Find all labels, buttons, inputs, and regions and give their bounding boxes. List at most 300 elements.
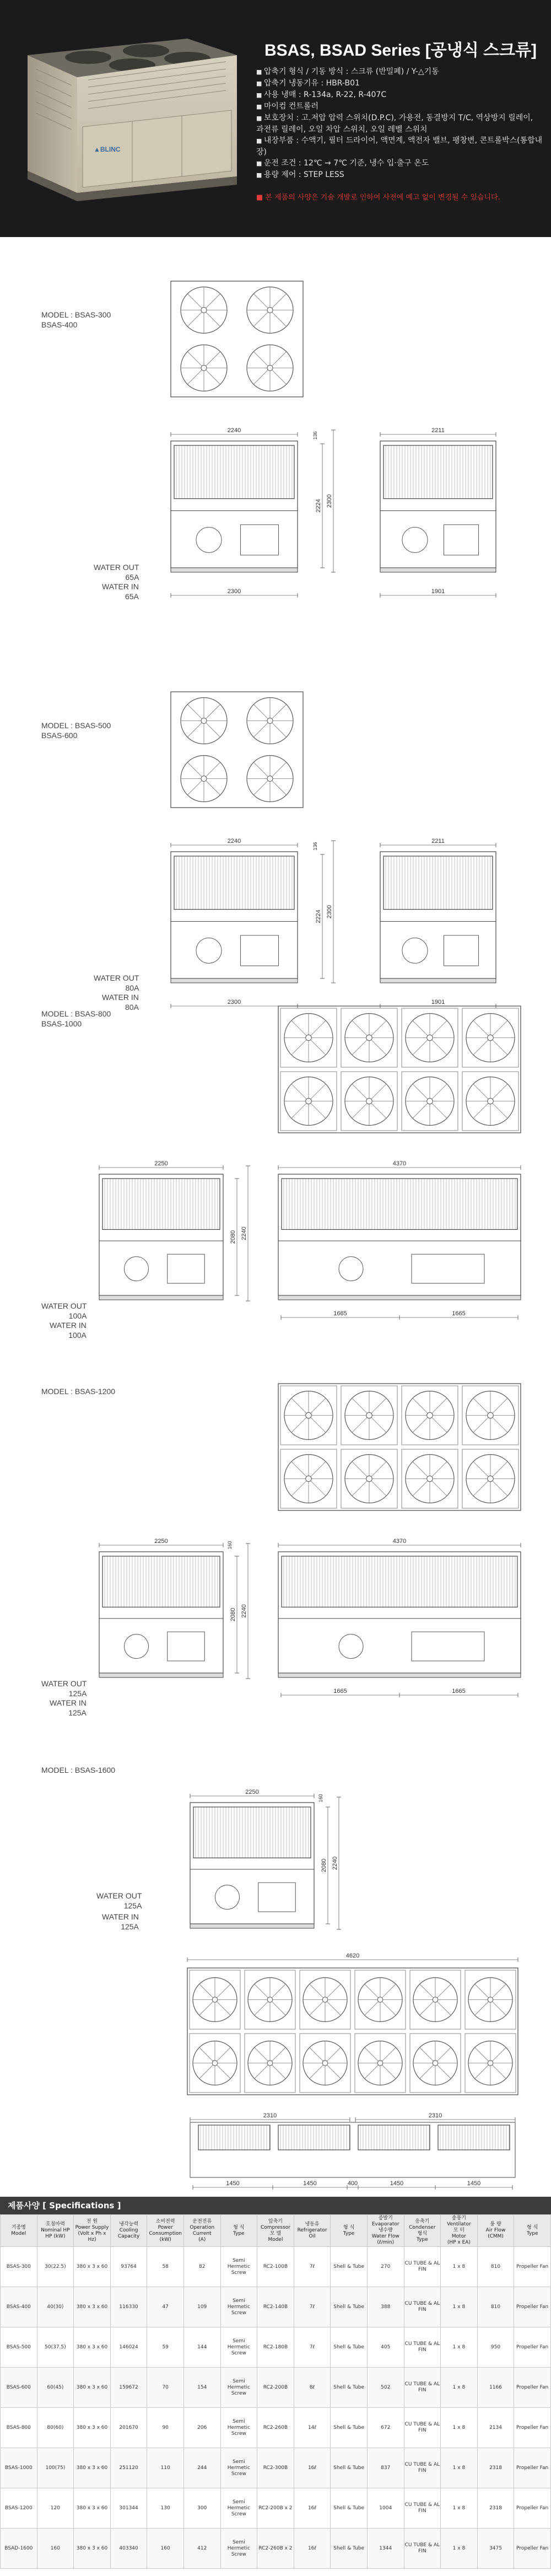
fan-blade	[270, 762, 287, 779]
fan-blade	[215, 2047, 230, 2063]
notice-text: ■ 본 제품의 사양은 기술 개발로 인하여 사전에 예고 없이 변경될 수 있습니다.	[256, 193, 532, 203]
condenser-coil	[358, 2125, 430, 2150]
water-out-label-line: WATER OUT	[96, 1891, 142, 1900]
fan-blade	[310, 2000, 325, 2015]
fan-blade	[309, 1479, 326, 1496]
spec-cell: 1 x 8	[441, 2287, 478, 2327]
fan-blade	[380, 1984, 396, 1999]
water-out-label	[41, 1301, 87, 1321]
fan-blade	[204, 368, 220, 385]
spec-cell: 380 x 3 x 60	[74, 2327, 111, 2368]
spec-item: ■ 용량 제어 : STEP LESS	[256, 169, 543, 181]
product-header	[0, 0, 551, 237]
spec-cell: CU TUBE & AL FIN	[404, 2529, 441, 2569]
fan-hub	[366, 1035, 372, 1041]
spec-cell: 1 x 8	[441, 2327, 478, 2368]
svg-text:▲BLINC: ▲BLINC	[94, 146, 121, 153]
fan-blade	[473, 1398, 490, 1415]
evaporator-icon	[444, 525, 479, 555]
spec-cell: CU TUBE & AL FIN	[404, 2488, 441, 2529]
fan-blade	[352, 1479, 369, 1496]
spec-cell: Propeller Fan	[514, 2529, 551, 2569]
dimension-label: 2240	[227, 427, 241, 434]
fan-blade	[352, 1101, 369, 1118]
spec-cell: BSAS-1000	[1, 2448, 37, 2488]
fan-blade	[413, 1416, 430, 1433]
compressor-icon	[402, 527, 428, 552]
spec-cell: RC2-260B	[257, 2408, 294, 2448]
spec-cell: 672	[367, 2408, 404, 2448]
spec-cell: RC2-100B	[257, 2247, 294, 2287]
spec-cell: 90	[147, 2408, 184, 2448]
fan-blade	[187, 294, 204, 310]
dimension-label: 1665	[452, 1310, 466, 1317]
spec-column-header: 풍 량 Air Flow (CMM)	[477, 2215, 514, 2247]
water-in-label-line: 65A	[125, 592, 139, 601]
evaporator-icon	[241, 525, 279, 555]
fan-blade	[291, 1038, 309, 1055]
spec-cell: 40(30)	[37, 2287, 74, 2327]
fan-blade	[413, 1020, 430, 1037]
top-view-outline	[278, 1384, 521, 1510]
spec-cell: 60(45)	[37, 2368, 74, 2408]
spec-cell: 201670	[110, 2408, 147, 2448]
spec-cell: 1 x 8	[441, 2529, 478, 2569]
fan-hub	[306, 1098, 312, 1104]
water-in-label-line: WATER IN	[50, 1698, 87, 1707]
spec-cell: 120	[37, 2488, 74, 2529]
fan-blade	[413, 1038, 430, 1055]
fan-hub	[366, 1412, 372, 1418]
fan-blade	[352, 1038, 369, 1055]
fan-blade	[199, 2047, 215, 2063]
spec-item: ■ 압축기 냉동기유 : HBR-B01	[256, 78, 543, 89]
fan-hub	[267, 2061, 273, 2066]
fan-blade	[490, 2063, 506, 2079]
water-in-label-line: 125A	[68, 1708, 87, 1717]
fan-hub	[306, 1476, 312, 1482]
fan-blade	[187, 762, 204, 779]
fan-blade	[309, 1398, 326, 1415]
fan-blade	[435, 2000, 451, 2015]
spec-cell: RC2-200B x 2	[257, 2488, 294, 2529]
fan-blade	[490, 1984, 506, 1999]
compressor-icon	[196, 527, 222, 552]
fan-blade	[352, 1461, 369, 1478]
fan-blade	[369, 1461, 386, 1478]
spec-cell: 7ℓ	[294, 2287, 331, 2327]
fan-blade	[204, 779, 220, 795]
fan-blade	[380, 2000, 396, 2015]
page-title: BSAS, BSAD Series [공냉식 스크류]	[264, 41, 537, 60]
spec-item: ■ 내장부품 : 수액기, 필터 드라이어, 액면계, 액전자 밸브, 팽창변, 콘트롤박스(통합내장)	[256, 135, 543, 158]
fan-blade	[253, 310, 270, 327]
spec-column-header: 송풍기 Ventilator 모 터 Motor (HP x EA)	[441, 2215, 478, 2247]
fan-hub	[201, 718, 207, 723]
spec-column-header: 냉각능력 Cooling Capacity	[110, 2215, 147, 2247]
spec-cell: BSAS-300	[1, 2247, 37, 2287]
fan-blade	[473, 1084, 490, 1101]
spec-cell: 109	[183, 2287, 220, 2327]
spec-cell: Propeller Fan	[514, 2368, 551, 2408]
fan-hub	[366, 1476, 372, 1482]
model-label-line: MODEL : BSAS-500	[41, 721, 111, 730]
spec-cell: 1 x 8	[441, 2368, 478, 2408]
fan-blade	[369, 1416, 386, 1433]
condenser-coil	[102, 1556, 220, 1607]
fan-blade	[490, 1416, 507, 1433]
fan-blade	[309, 1038, 326, 1055]
fan-blade	[413, 1461, 430, 1478]
base-frame	[278, 1673, 521, 1677]
dimension-label: 160	[227, 1541, 233, 1550]
spec-cell: 1166	[477, 2368, 514, 2408]
dimension-label: 2250	[245, 1789, 259, 1795]
condenser-coil	[102, 1179, 220, 1229]
spec-item: ■ 압축기 형식 / 기동 방식 : 스크류 (반밀폐) / Y-△기동	[256, 66, 543, 78]
fan-blade	[253, 779, 270, 795]
spec-cell: CU TUBE & AL FIN	[404, 2368, 441, 2408]
spec-cell: Semi Hermetic Screw	[220, 2247, 257, 2287]
spec-row	[1, 2529, 551, 2569]
spec-cell: 380 x 3 x 60	[74, 2287, 111, 2327]
spec-cell: CU TUBE & AL FIN	[404, 2247, 441, 2287]
fan-blade	[435, 2063, 451, 2079]
top-view-outline	[187, 1968, 518, 2095]
top-view-outline	[171, 281, 303, 397]
dimension-label: 1450	[303, 2180, 317, 2187]
fan-blade	[325, 2000, 341, 2015]
base-frame	[190, 1924, 314, 1928]
spec-cell: CU TUBE & AL FIN	[404, 2327, 441, 2368]
fan-blade	[291, 1461, 309, 1478]
fan-blade	[430, 1416, 447, 1433]
condenser-coil	[198, 2125, 270, 2150]
dimension-label: 1901	[431, 999, 445, 1005]
dimension-label: 1450	[467, 2180, 481, 2187]
spec-cell: 14ℓ	[294, 2408, 331, 2448]
fan-blade	[490, 1084, 507, 1101]
spec-cell: 7ℓ	[294, 2327, 331, 2368]
fan-hub	[306, 1035, 312, 1041]
fan-hub	[267, 365, 273, 370]
water-in-label-line: WATER IN	[102, 582, 139, 591]
dimension-label: 160	[318, 1794, 323, 1803]
fan-hub	[488, 1412, 494, 1418]
fan-hub	[377, 1997, 383, 2003]
spec-cell: Shell & Tube	[331, 2448, 368, 2488]
top-view-outline	[171, 692, 303, 808]
spec-column-header: 형 식 Type	[514, 2215, 551, 2247]
spec-row	[1, 2327, 551, 2368]
water-in-label-line: 125A	[121, 1922, 139, 1931]
fan-blade	[413, 1398, 430, 1415]
fan-blade	[187, 368, 204, 385]
fan-blade	[270, 1984, 285, 1999]
water-in-label-line: WATER IN	[50, 1321, 87, 1330]
fan-blade	[475, 1984, 490, 1999]
fan-blade	[270, 779, 287, 795]
spec-cell: 110	[147, 2448, 184, 2488]
water-out-label-line: WATER OUT	[94, 974, 139, 982]
dimension-label: 1665	[333, 1688, 347, 1695]
fan-hub	[488, 1035, 494, 1041]
spec-cell: 405	[367, 2327, 404, 2368]
fan-blade	[490, 1020, 507, 1037]
spec-item: ■ 운전 조건 : 12℃ → 7℃ 기준, 냉수 입·출구 온도	[256, 158, 543, 169]
spec-cell: Shell & Tube	[331, 2247, 368, 2287]
fan-blade	[310, 2047, 325, 2063]
fan-hub	[322, 1997, 328, 2003]
fan-blade	[215, 2063, 230, 2079]
fan-blade	[187, 310, 204, 327]
water-out-label-line: WATER OUT	[41, 1679, 87, 1688]
spec-cell: Propeller Fan	[514, 2327, 551, 2368]
spec-cell: 93764	[110, 2247, 147, 2287]
fan-blade	[352, 1416, 369, 1433]
dimension-label: 2080	[230, 1230, 236, 1244]
fan-blade	[369, 1101, 386, 1118]
spec-cell: 2318	[477, 2448, 514, 2488]
spec-cell: 82	[183, 2247, 220, 2287]
fan-hub	[212, 1997, 218, 2003]
fan-hub	[427, 1476, 433, 1482]
water-in-label	[102, 1912, 139, 1932]
dimension-label: 2250	[154, 1160, 168, 1167]
compressor-icon	[215, 1885, 240, 1910]
spec-item: ■ 마이컴 컨트롤러	[256, 101, 543, 112]
water-out-label	[94, 562, 139, 582]
fan-blade	[430, 1020, 447, 1037]
fan-hub	[306, 1412, 312, 1418]
spec-cell: 80(60)	[37, 2408, 74, 2448]
fan-blade	[420, 2047, 435, 2063]
fan-blade	[253, 704, 270, 721]
fan-blade	[475, 2000, 490, 2015]
spec-cell: 1344	[367, 2529, 404, 2569]
evaporator-icon	[412, 1254, 484, 1283]
fan-blade	[309, 1101, 326, 1118]
fan-blade	[270, 310, 287, 327]
fan-blade	[490, 1479, 507, 1496]
water-out-label	[41, 1679, 87, 1698]
fan-hub	[267, 307, 273, 313]
fan-hub	[427, 1412, 433, 1418]
fan-blade	[199, 1984, 215, 1999]
spec-column-header: 압축기 Compressor 모 델 Model	[257, 2215, 294, 2247]
fan-blade	[369, 1020, 386, 1037]
spec-table	[0, 2214, 551, 2569]
spec-cell: CU TUBE & AL FIN	[404, 2448, 441, 2488]
fan-hub	[267, 776, 273, 781]
fan-blade	[490, 2000, 506, 2015]
spec-cell: 59	[147, 2327, 184, 2368]
evaporator-icon	[412, 1632, 484, 1661]
spec-cell: CU TUBE & AL FIN	[404, 2408, 441, 2448]
spec-cell: 251120	[110, 2448, 147, 2488]
fan-blade	[490, 1398, 507, 1415]
fan-blade	[310, 2063, 325, 2079]
spec-cell: RC2-300B	[257, 2448, 294, 2488]
fan-blade	[435, 2047, 451, 2063]
fan-blade	[199, 2000, 215, 2015]
spec-row	[1, 2488, 551, 2529]
fan-blade	[365, 2047, 380, 2063]
spec-cell: Semi Hermetic Screw	[220, 2529, 257, 2569]
spec-cell: Semi Hermetic Screw	[220, 2327, 257, 2368]
dimension-label: 2211	[431, 838, 445, 845]
fan-blade	[352, 1020, 369, 1037]
top-view-outline	[278, 1006, 521, 1133]
spec-cell: 116330	[110, 2287, 147, 2327]
spec-row	[1, 2368, 551, 2408]
water-in-label-line: 80A	[125, 1003, 139, 1012]
spec-cell: 380 x 3 x 60	[74, 2247, 111, 2287]
spec-cell: Semi Hermetic Screw	[220, 2488, 257, 2529]
water-out-label-line: WATER OUT	[41, 1302, 87, 1310]
spec-cell: 159672	[110, 2368, 147, 2408]
fan-blade	[291, 1020, 309, 1037]
fan-blade	[430, 1479, 447, 1496]
spec-cell: 810	[477, 2247, 514, 2287]
fan-blade	[187, 721, 204, 738]
spec-cell: 270	[367, 2247, 404, 2287]
fan-blade	[291, 1101, 309, 1118]
water-in-label	[102, 582, 139, 601]
fan-blade	[291, 1084, 309, 1101]
water-in-label-line: WATER IN	[102, 993, 139, 1002]
spec-cell: RC2-180B	[257, 2327, 294, 2368]
fan-blade	[291, 1479, 309, 1496]
spec-row	[1, 2247, 551, 2287]
water-out-label	[94, 973, 139, 993]
fan-blade	[270, 2000, 285, 2015]
spec-column-header: 소비전력 Power Consumption (kW)	[147, 2215, 184, 2247]
fan-blade	[187, 779, 204, 795]
fan-blade	[204, 762, 220, 779]
spec-cell: RC2-140B	[257, 2287, 294, 2327]
fan-blade	[473, 1479, 490, 1496]
spec-cell: Shell & Tube	[331, 2408, 368, 2448]
model-label-line: BSAS-600	[41, 731, 78, 740]
fan-blade	[253, 368, 270, 385]
fan-hub	[427, 1035, 433, 1041]
model-label-line: MODEL : BSAS-800	[41, 1009, 111, 1018]
fan-hub	[488, 1997, 493, 2003]
spec-table-title: 제품사양 [ Specifications ]	[0, 2197, 551, 2214]
spec-cell: 950	[477, 2327, 514, 2368]
fan-blade	[473, 1038, 490, 1055]
compressor-icon	[339, 1634, 363, 1659]
drawing-1	[0, 265, 551, 623]
fan-blade	[473, 1020, 490, 1037]
fan-blade	[380, 2063, 396, 2079]
evaporator-icon	[168, 1632, 205, 1661]
dimension-label: 2300	[227, 588, 241, 595]
spec-column-header: 운전전류 Operation Current (A)	[183, 2215, 220, 2247]
water-out-label-line: 125A	[68, 1689, 87, 1698]
spec-cell: Shell & Tube	[331, 2327, 368, 2368]
spec-cell: 1 x 8	[441, 2247, 478, 2287]
fan-blade	[490, 1461, 507, 1478]
spec-cell: 100(75)	[37, 2448, 74, 2488]
dimension-label: 1665	[452, 1688, 466, 1695]
fan-hub	[212, 2061, 218, 2066]
model-label-line: MODEL : BSAS-1200	[41, 1387, 116, 1396]
fan-blade	[473, 1101, 490, 1118]
base-frame	[99, 1295, 223, 1300]
fan-blade	[352, 1398, 369, 1415]
fan-blade	[291, 1416, 309, 1433]
dimension-label: 1665	[333, 1310, 347, 1317]
dimension-label: 2250	[154, 1538, 168, 1545]
compressor-icon	[125, 1257, 149, 1281]
spec-cell: RC2-260B x 2	[257, 2529, 294, 2569]
fan-blade	[255, 2047, 270, 2063]
evaporator-icon	[241, 935, 279, 966]
spec-row	[1, 2287, 551, 2327]
dimension-label: 2240	[227, 838, 241, 845]
fan-hub	[267, 718, 273, 723]
fan-blade	[420, 1984, 435, 1999]
fan-blade	[420, 2000, 435, 2015]
spec-cell: 412	[183, 2529, 220, 2569]
fan-blade	[255, 1984, 270, 1999]
fan-blade	[270, 2047, 285, 2063]
fan-blade	[187, 704, 204, 721]
drawing-5	[0, 1758, 551, 2194]
fan-blade	[325, 2063, 341, 2079]
dimension-label: 2224	[315, 499, 322, 513]
spec-cell: 50(37.5)	[37, 2327, 74, 2368]
fan-blade	[310, 1984, 325, 1999]
spec-cell: Propeller Fan	[514, 2448, 551, 2488]
fan-blade	[380, 2047, 396, 2063]
model-label-line: BSAS-1000	[41, 1019, 82, 1028]
spec-cell: BSAS-500	[1, 2327, 37, 2368]
spec-cell: 130	[147, 2488, 184, 2529]
spec-list	[256, 66, 543, 181]
base-frame	[380, 978, 496, 983]
spec-cell: 16ℓ	[294, 2448, 331, 2488]
spec-cell: 388	[367, 2287, 404, 2327]
spec-row	[1, 2448, 551, 2488]
dimension-label: 2300	[227, 999, 241, 1005]
fan-hub	[488, 1098, 494, 1104]
spec-cell: RC2-200B	[257, 2368, 294, 2408]
fan-blade	[420, 2063, 435, 2079]
dimension-label: 1450	[226, 2180, 240, 2187]
fan-blade	[430, 1398, 447, 1415]
fan-blade	[309, 1416, 326, 1433]
fan-hub	[377, 2061, 383, 2066]
water-in-label-line: WATER IN	[102, 1912, 139, 1921]
fan-hub	[488, 1476, 494, 1482]
spec-cell: 7ℓ	[294, 2247, 331, 2287]
fan-blade	[413, 1479, 430, 1496]
compressor-icon	[402, 938, 428, 963]
evaporator-icon	[168, 1254, 205, 1283]
fan-blade	[365, 2063, 380, 2079]
fan-blade	[490, 1101, 507, 1118]
spec-cell: 301344	[110, 2488, 147, 2529]
water-out-label-line: 80A	[125, 983, 139, 992]
fan-blade	[253, 352, 270, 368]
spec-cell: 403340	[110, 2529, 147, 2569]
water-in-label	[50, 1320, 87, 1340]
fan-blade	[490, 2047, 506, 2063]
spec-cell: Semi Hermetic Screw	[220, 2408, 257, 2448]
